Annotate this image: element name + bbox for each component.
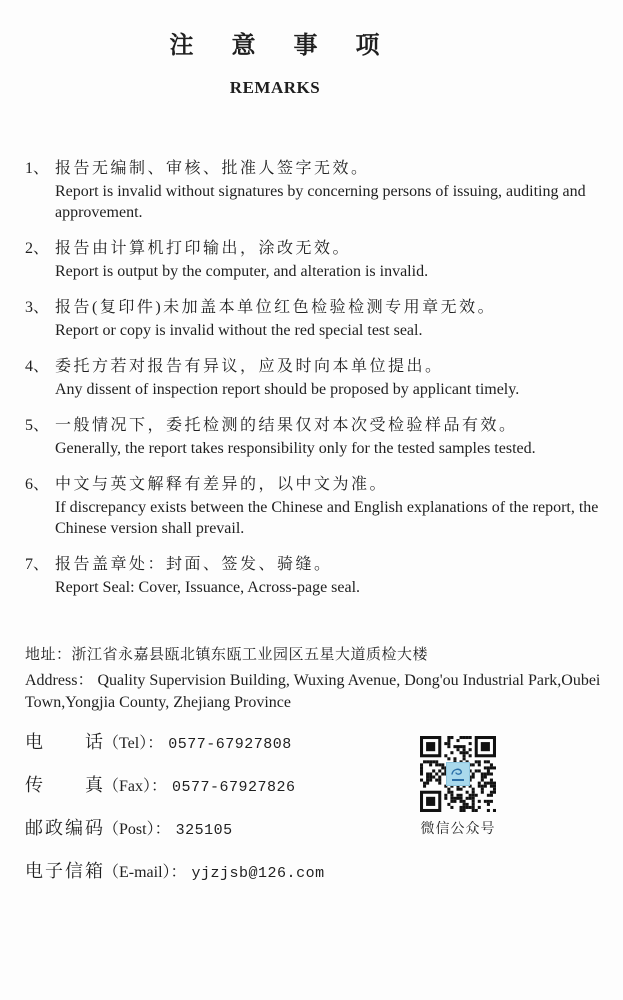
- wechat-qr-block: [420, 736, 496, 838]
- remark-item-6: [25, 473, 603, 539]
- post-value: 325105: [175, 822, 233, 839]
- remark-item-4-cn-row: [25, 355, 603, 379]
- tel-label-en: （Tel）：: [103, 735, 164, 752]
- page-header: [25, 0, 525, 100]
- contact-row-fax: [25, 774, 415, 799]
- remark-item-3: [25, 296, 603, 341]
- email-label-en: （E-mail）：: [103, 864, 187, 881]
- item-text-en: Generally, the report takes responsibility only for the tested samples tested.: [55, 440, 536, 457]
- remark-item-4: [25, 355, 603, 400]
- item-text-cn: 报告无编制、审核、批准人签字无效。: [55, 160, 370, 177]
- item-text-en: Report or copy is invalid without the red special test seal.: [55, 322, 423, 339]
- item-number: 2、: [25, 240, 50, 257]
- remark-item-6-cn-row: [25, 473, 603, 497]
- contact-row-email: [25, 860, 415, 885]
- contact-row-tel: [25, 731, 415, 756]
- item-text-cn: 报告盖章处：封面、签发、骑缝。: [55, 556, 333, 573]
- contact-block: [25, 731, 415, 885]
- contact-row-post: [25, 817, 415, 842]
- qr-logo-bar: [452, 779, 464, 781]
- remark-item-7-cn-row: [25, 553, 603, 577]
- tel-label-cn: 电话: [25, 732, 103, 752]
- item-number: 7、: [25, 556, 50, 573]
- item-text-cn: 委托方若对报告有异议，应及时向本单位提出。: [55, 358, 444, 375]
- item-text-cn: 一般情况下，委托检测的结果仅对本次受检验样品有效。: [55, 417, 518, 434]
- page-title-cn: 注 意 事 项: [169, 33, 381, 59]
- fax-value: 0577-67927826: [172, 779, 296, 796]
- remark-item-5-cn-row: [25, 414, 603, 438]
- email-value: yjzjsb@126.com: [191, 865, 325, 882]
- item-text-en: Report is output by the computer, and alteration is invalid.: [55, 263, 429, 280]
- remark-item-7: [25, 553, 603, 598]
- qr-label: 微信公众号: [420, 822, 496, 837]
- email-label-cn: 电子信箱: [25, 861, 103, 881]
- fax-label-cn: 传真: [25, 775, 103, 795]
- page-title-en: REMARKS: [229, 78, 321, 97]
- address-cn: 地址：浙江省永嘉县瓯北镇东瓯工业园区五星大道质检大楼: [25, 647, 429, 663]
- wechat-qr-code: [420, 736, 496, 812]
- item-number: 4、: [25, 358, 50, 375]
- post-label-en: （Post）：: [103, 821, 171, 838]
- fax-label-en: （Fax）：: [103, 778, 168, 795]
- remark-item-3-cn-row: [25, 296, 603, 320]
- item-text-en: Report Seal: Cover, Issuance, Across-page seal.: [55, 579, 361, 596]
- remark-item-2: [25, 237, 603, 282]
- remark-item-2-cn-row: [25, 237, 603, 261]
- item-number: 3、: [25, 299, 50, 316]
- address-en: Address： Quality Supervision Building, Wuxing Avenue, Dong'ou Industrial Park,Oubei Town,Yongjia County, Zhejiang Province: [25, 672, 601, 711]
- item-number: 5、: [25, 417, 50, 434]
- item-text-en: Any dissent of inspection report should be proposed by applicant timely.: [55, 381, 520, 398]
- address-block: [25, 643, 603, 713]
- remark-item-1-cn-row: [25, 157, 603, 181]
- post-label-cn: 邮政编码: [25, 818, 103, 838]
- qr-center-logo: [446, 762, 470, 786]
- remark-item-1: [25, 157, 603, 223]
- item-number: 1、: [25, 160, 50, 177]
- item-text-en: Report is invalid without signatures by concerning persons of issuing, auditing and approvement.: [55, 183, 586, 221]
- qr-logo-swirl-icon: [450, 767, 466, 777]
- item-text-cn: 报告由计算机打印输出，涂改无效。: [55, 240, 352, 257]
- remarks-list: [25, 157, 603, 598]
- tel-value: 0577-67927808: [168, 736, 292, 753]
- item-text-cn: 中文与英文解释有差异的，以中文为准。: [55, 476, 389, 493]
- item-number: 6、: [25, 476, 50, 493]
- remark-item-5: [25, 414, 603, 459]
- item-text-en: If discrepancy exists between the Chinese and English explanations of the report, the Chinese version shall prevail.: [55, 499, 599, 537]
- item-text-cn: 报告(复印件)未加盖本单位红色检验检测专用章无效。: [55, 299, 497, 316]
